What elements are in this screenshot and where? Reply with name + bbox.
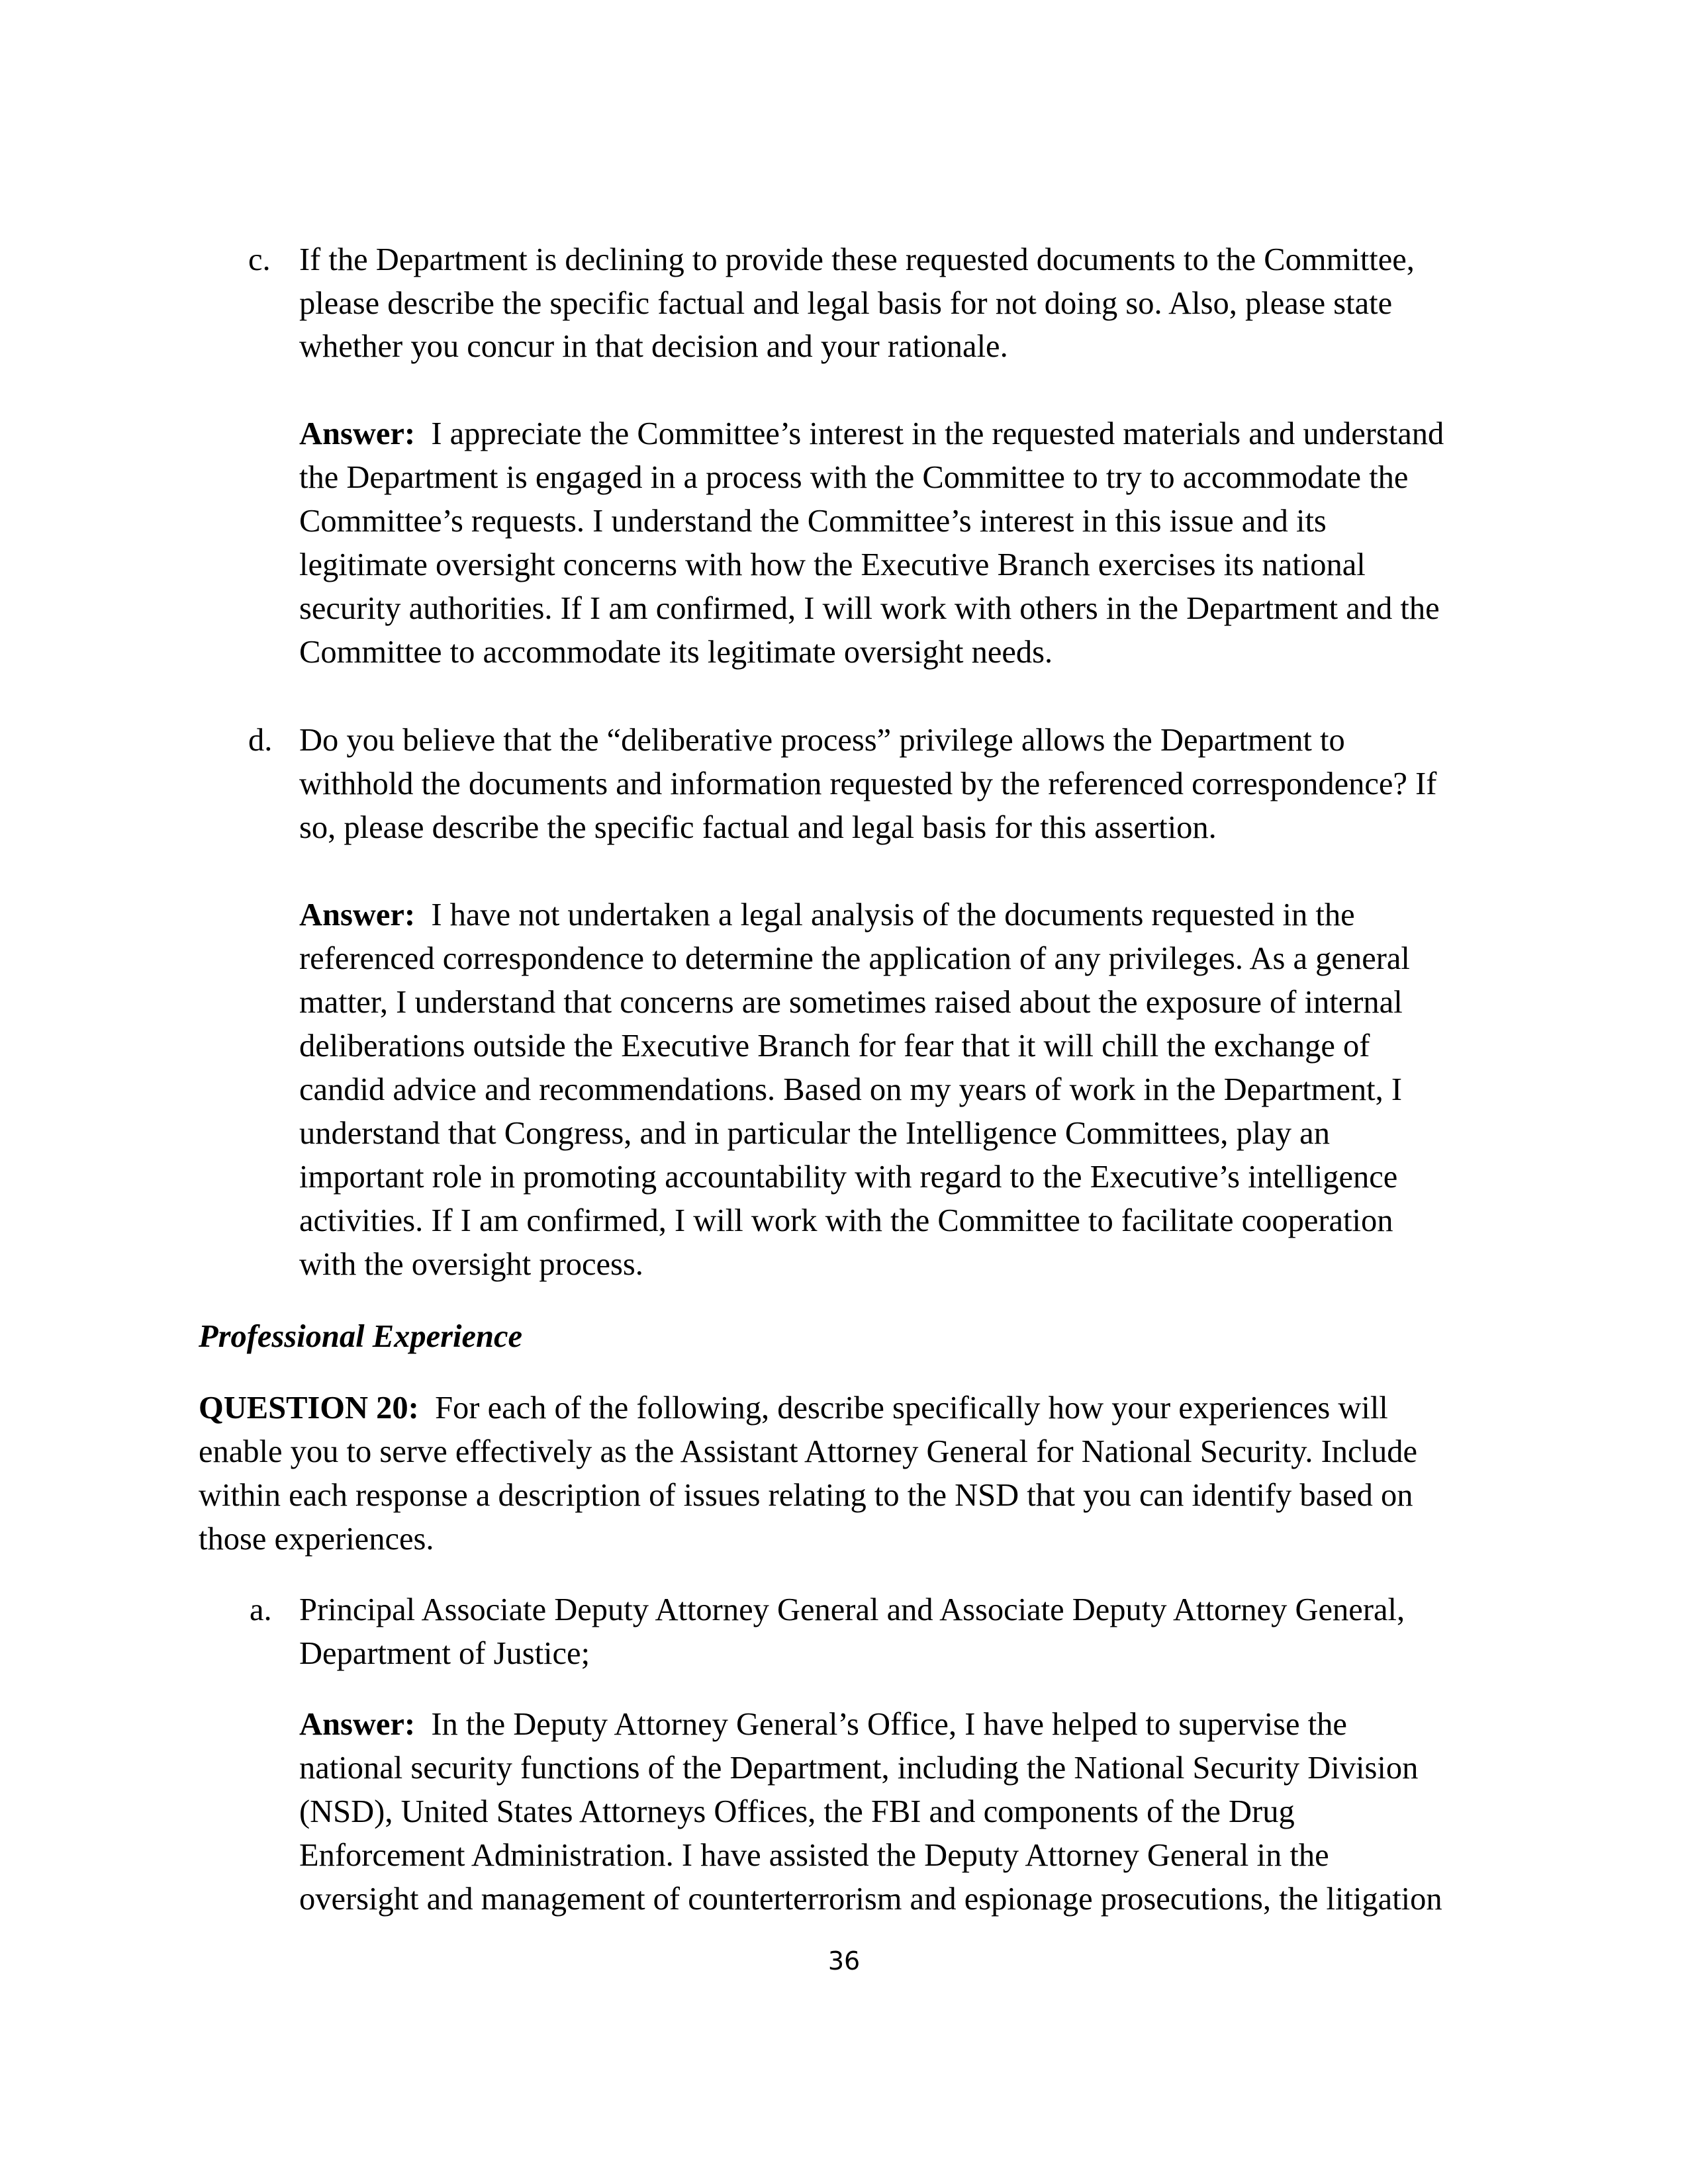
item-d-answer-line: deliberations outside the Executive Branch for fear that it will chill the exchange of xyxy=(299,1028,1370,1064)
item-a-answer-line: Answer: In the Deputy Attorney General’s Office, I have helped to supervise the xyxy=(299,1707,1347,1742)
item-c-answer-line: Committee to accommodate its legitimate oversight needs. xyxy=(299,635,1053,670)
question-20-label: QUESTION 20: xyxy=(199,1390,419,1426)
item-d-answer-line: referenced correspondence to determine the application of any privileges. As a general xyxy=(299,941,1410,976)
item-d-question-line: Do you believe that the “deliberative process” privilege allows the Department to xyxy=(299,723,1345,758)
item-a-answer-line: oversight and management of counterterrorism and espionage prosecutions, the litigation xyxy=(299,1882,1442,1917)
item-a-question-line: Principal Associate Deputy Attorney General and Associate Deputy Attorney General, xyxy=(299,1592,1405,1627)
item-d-question-line: so, please describe the specific factual and legal basis for this assertion. xyxy=(299,810,1217,845)
item-a-question-line: Department of Justice; xyxy=(299,1636,590,1671)
item-c-answer-line: security authorities. If I am confirmed, I will work with others in the Department and the xyxy=(299,591,1440,626)
item-a-answer-line: (NSD), United States Attorneys Offices, the FBI and components of the Drug xyxy=(299,1794,1295,1829)
item-a-answer-line: national security functions of the Department, including the National Security Division xyxy=(299,1751,1419,1786)
item-c-label: c. xyxy=(248,242,271,277)
item-c-answer-line: Committee’s requests. I understand the Committee’s interest in this issue and its xyxy=(299,504,1327,539)
answer-label: Answer: xyxy=(299,416,416,451)
item-c-question-line: If the Department is declining to provide these requested documents to the Committee, xyxy=(299,242,1415,277)
item-c-question-line: whether you concur in that decision and your rationale. xyxy=(299,329,1008,364)
question-20-line: QUESTION 20: For each of the following, describe specifically how your experiences will xyxy=(199,1390,1388,1426)
page-number: 36 xyxy=(827,1946,861,1976)
item-c-answer-line: legitimate oversight concerns with how the Executive Branch exercises its national xyxy=(299,547,1366,582)
answer-label: Answer: xyxy=(299,1707,416,1742)
item-d-answer-line: important role in promoting accountability with regard to the Executive’s intelligence xyxy=(299,1160,1398,1195)
item-d-question-line: withhold the documents and information requested by the referenced correspondence? If xyxy=(299,766,1437,801)
item-d-answer-line: with the oversight process. xyxy=(299,1247,643,1282)
item-c-answer-line: the Department is engaged in a process with the Committee to try to accommodate the xyxy=(299,460,1409,495)
item-d-answer-line: Answer: I have not undertaken a legal analysis of the documents requested in the xyxy=(299,897,1355,933)
answer-label: Answer: xyxy=(299,897,416,933)
item-c-question-line: please describe the specific factual and legal basis for not doing so. Also, please state xyxy=(299,286,1393,321)
item-d-answer-line: candid advice and recommendations. Based on my years of work in the Department, I xyxy=(299,1072,1402,1107)
item-d-answer-line: understand that Congress, and in particular the Intelligence Committees, play an xyxy=(299,1116,1330,1151)
item-a-label: a. xyxy=(250,1592,272,1627)
item-d-label: d. xyxy=(248,723,273,758)
question-20-line: within each response a description of issues relating to the NSD that you can identify based on xyxy=(199,1478,1413,1513)
item-d-answer-line: activities. If I am confirmed, I will work with the Committee to facilitate cooperation xyxy=(299,1203,1393,1238)
section-heading: Professional Experience xyxy=(199,1319,523,1354)
question-20-line: enable you to serve effectively as the Assistant Attorney General for National Security. Include xyxy=(199,1434,1418,1469)
item-c-answer-line: Answer: I appreciate the Committee’s interest in the requested materials and understand xyxy=(299,416,1444,451)
item-a-answer-line: Enforcement Administration. I have assisted the Deputy Attorney General in the xyxy=(299,1838,1329,1873)
item-d-answer-line: matter, I understand that concerns are sometimes raised about the exposure of internal xyxy=(299,985,1403,1020)
question-20-line: those experiences. xyxy=(199,1522,434,1557)
